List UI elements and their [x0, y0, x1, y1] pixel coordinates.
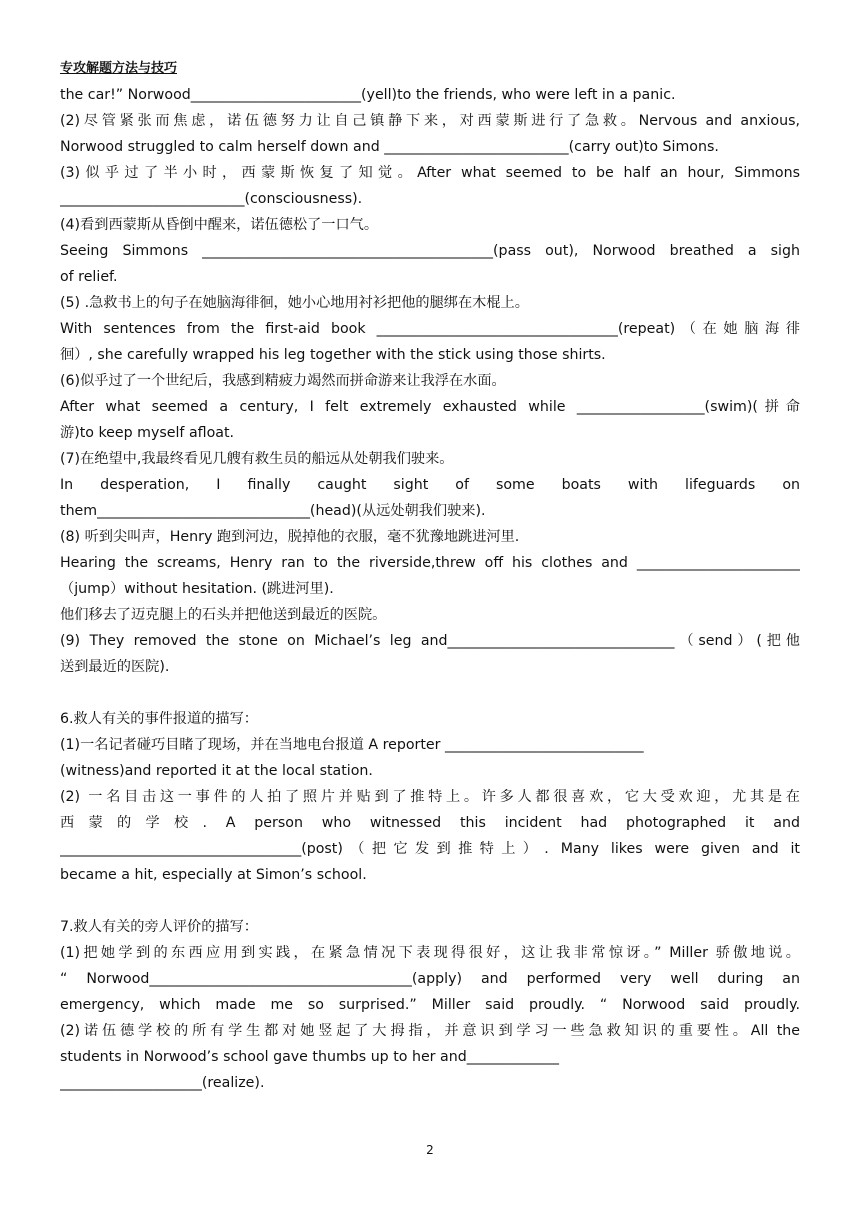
text-line: __________________________(consciousness). — [60, 191, 363, 207]
text-line: 西蒙的学校. A person who witnessed this incident had photographed it and — [60, 815, 800, 831]
text-line: __________________________________(post)（把它发到推特上）. Many likes were given and it — [60, 841, 800, 857]
text-line: With sentences from the first-aid book __________________________________(repeat)（在她脑海徘 — [60, 321, 800, 337]
blank-line — [60, 680, 800, 706]
page-number: 2 — [426, 1143, 434, 1157]
text-line: (2) 一名目击这一事件的人拍了照片并贴到了推特上。许多人都很喜欢，它大受欢迎，尤其是在 — [60, 789, 800, 805]
text-line: (9) They removed the stone on Michael’s leg and________________________________（send）(把他 — [60, 633, 800, 649]
text-line: emergency, which made me so surprised.” Miller said proudly. “ Norwood said proudly. — [60, 997, 800, 1013]
text-line: the car!” Norwood________________________(yell)to the friends, who were left in a panic. — [60, 87, 676, 103]
text-line: 送到最近的医院). — [60, 659, 170, 675]
text-line: them______________________________(head)(从远处朝我们驶来). — [60, 503, 486, 519]
text-line: Seeing Simmons _________________________________________(pass out), Norwood breathed a sigh — [60, 243, 800, 259]
text-line: （jump）without hesitation. (跳进河里). — [60, 581, 334, 597]
text-line: of relief. — [60, 269, 118, 285]
document-page — [60, 58, 800, 1096]
text-line: (witness)and reported it at the local station. — [60, 763, 373, 779]
text-line: (5) .急救书上的句子在她脑海徘徊，她小心地用衬衫把他的腿绑在木棍上。 — [60, 295, 529, 311]
text-line: became a hit, especially at Simon’s school. — [60, 867, 367, 883]
section-heading: 6.救人有关的事件报道的描写： — [60, 711, 258, 727]
text-line: (1)把她学到的东西应用到实践，在紧急情况下表现得很好，这让我非常惊讶。” Miller 骄傲地说。 — [60, 945, 800, 961]
text-line: After what seemed a century, I felt extremely exhausted while __________________(swim)(拼命 — [60, 399, 800, 415]
text-line: 他们移去了迈克腿上的石头并把他送到最近的医院。 — [60, 607, 387, 623]
text-line: Hearing the screams, Henry ran to the riverside,threw off his clothes and _______________________ — [60, 555, 800, 571]
text-line: (4)看到西蒙斯从昏倒中醒来，诺伍德松了一口气。 — [60, 217, 379, 233]
text-line: (1)一名记者碰巧目睹了现场，并在当地电台报道 A reporter ____________________________ — [60, 737, 644, 753]
text-line: (8) 听到尖叫声，Henry 跑到河边，脱掉他的衣服，毫不犹豫地跳进河里. — [60, 529, 520, 545]
section-header: 专攻解题方法与技巧 — [60, 61, 178, 76]
section-heading: 7.救人有关的旁人评价的描写： — [60, 919, 258, 935]
text-line: ____________________(realize). — [60, 1075, 265, 1091]
blank-line — [60, 888, 800, 914]
text-line: 徊）, she carefully wrapped his leg together with the stick using those shirts. — [60, 347, 606, 363]
text-line: students in Norwood’s school gave thumbs up to her and_____________ — [60, 1049, 559, 1065]
text-line: (3)似乎过了半小时，西蒙斯恢复了知觉。After what seemed to be half an hour, Simmons — [60, 165, 800, 181]
text-line: In desperation, I finally caught sight of some boats with lifeguards on — [60, 477, 800, 493]
text-line: (6)似乎过了一个世纪后，我感到精疲力竭然而拼命游来让我浮在水面。 — [60, 373, 506, 389]
text-line: Norwood struggled to calm herself down and __________________________(carry out)to Simons. — [60, 139, 719, 155]
text-line: (2)尽管紧张而焦虑，诺伍德努力让自己镇静下来，对西蒙斯进行了急救。Nervous and anxious, — [60, 113, 800, 129]
text-line: “ Norwood_____________________________________(apply) and performed very well during an — [60, 971, 800, 987]
text-line: (7)在绝望中,我最终看见几艘有救生员的船远从处朝我们驶来。 — [60, 451, 454, 467]
text-line: (2)诺伍德学校的所有学生都对她竖起了大拇指，并意识到学习一些急救知识的重要性。All the — [60, 1023, 800, 1039]
text-line: 游)to keep myself afloat. — [60, 425, 235, 441]
